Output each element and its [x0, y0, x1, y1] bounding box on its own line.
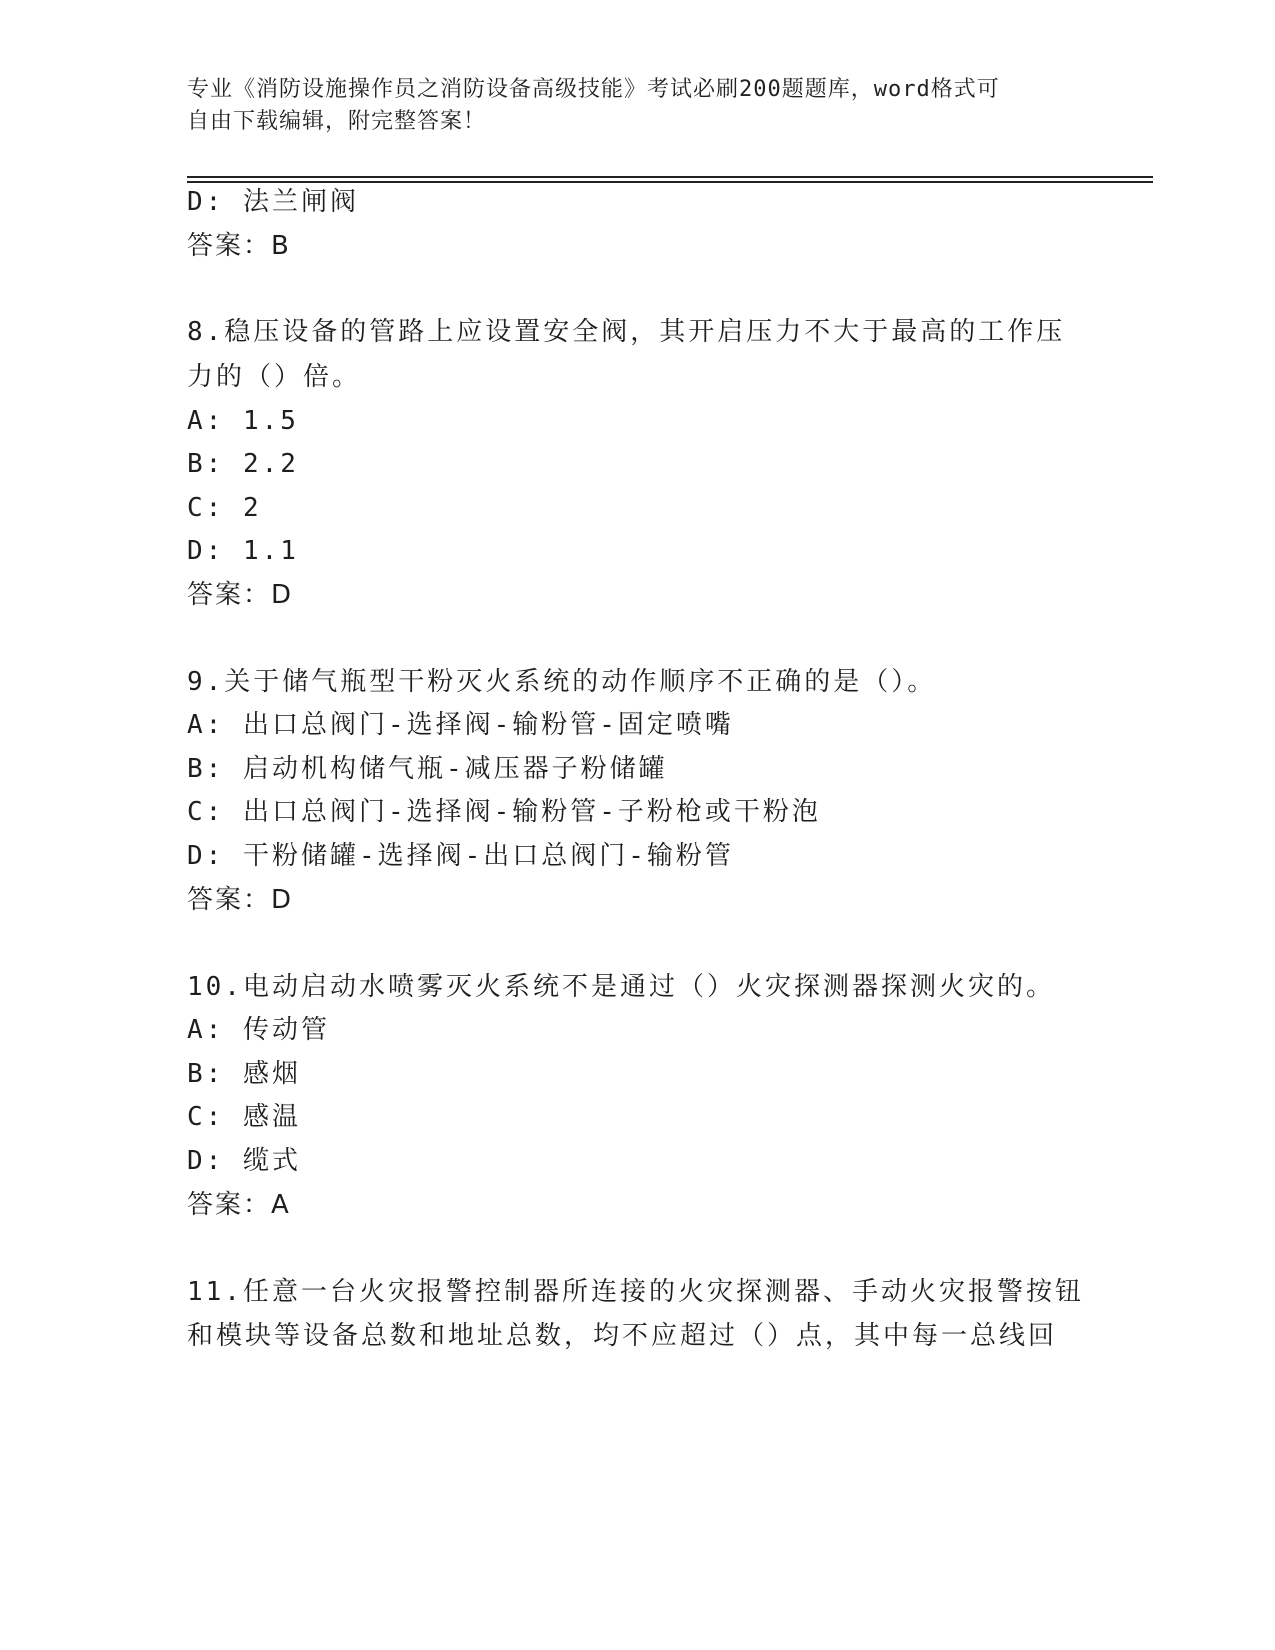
prev-answer: 答案：B: [187, 231, 291, 261]
header-divider-top: [187, 176, 1153, 178]
q8-option-c: C: 2: [187, 493, 262, 523]
q10-answer: 答案：A: [187, 1190, 291, 1220]
q10-option-d: D: 缆式: [187, 1146, 301, 1176]
q9-option-b: B: 启动机构储气瓶-减压器子粉储罐: [187, 754, 668, 784]
q9-option-d: D: 干粉储罐-选择阀-出口总阀门-输粉管: [187, 841, 734, 871]
prev-option-d: D: 法兰闸阀: [187, 187, 359, 217]
header-divider-bottom: [187, 181, 1153, 183]
q10-option-c: C: 感温: [187, 1102, 301, 1132]
q9-stem-line-1: 9.关于储气瓶型干粉灭火系统的动作顺序不正确的是（）。: [187, 667, 937, 697]
header-line-2: 自由下载编辑，附完整答案！: [187, 109, 487, 134]
q11-stem-line-2: 和模块等设备总数和地址总数，均不应超过（）点，其中每一总线回: [187, 1321, 1058, 1351]
q9-option-a: A: 出口总阀门-选择阀-输粉管-固定喷嘴: [187, 710, 734, 740]
q10-stem-line-1: 10.电动启动水喷雾灭火系统不是通过（）火灾探测器探测火灾的。: [187, 972, 1055, 1002]
document-header: [187, 74, 1077, 138]
q8-stem-line-1: 8.稳压设备的管路上应设置安全阀，其开启压力不大于最高的工作压: [187, 317, 1066, 347]
q8-option-b: B: 2.2: [187, 449, 299, 479]
q8-option-a: A: 1.5: [187, 406, 299, 436]
q8-stem-line-2: 力的（）倍。: [187, 362, 362, 392]
q11-stem-line-1: 11.任意一台火灾报警控制器所连接的火灾探测器、手动火灾报警按钮: [187, 1277, 1084, 1307]
q9-option-c: C: 出口总阀门-选择阀-输粉管-子粉枪或干粉泡: [187, 797, 821, 827]
q8-option-d: D: 1.1: [187, 536, 299, 566]
q10-option-b: B: 感烟: [187, 1059, 301, 1089]
q8-answer: 答案：D: [187, 580, 294, 610]
q10-option-a: A: 传动管: [187, 1015, 330, 1045]
q9-answer: 答案：D: [187, 885, 294, 915]
header-line-1: 专业《消防设施操作员之消防设备高级技能》考试必刷200题题库，word格式可: [187, 77, 1000, 102]
